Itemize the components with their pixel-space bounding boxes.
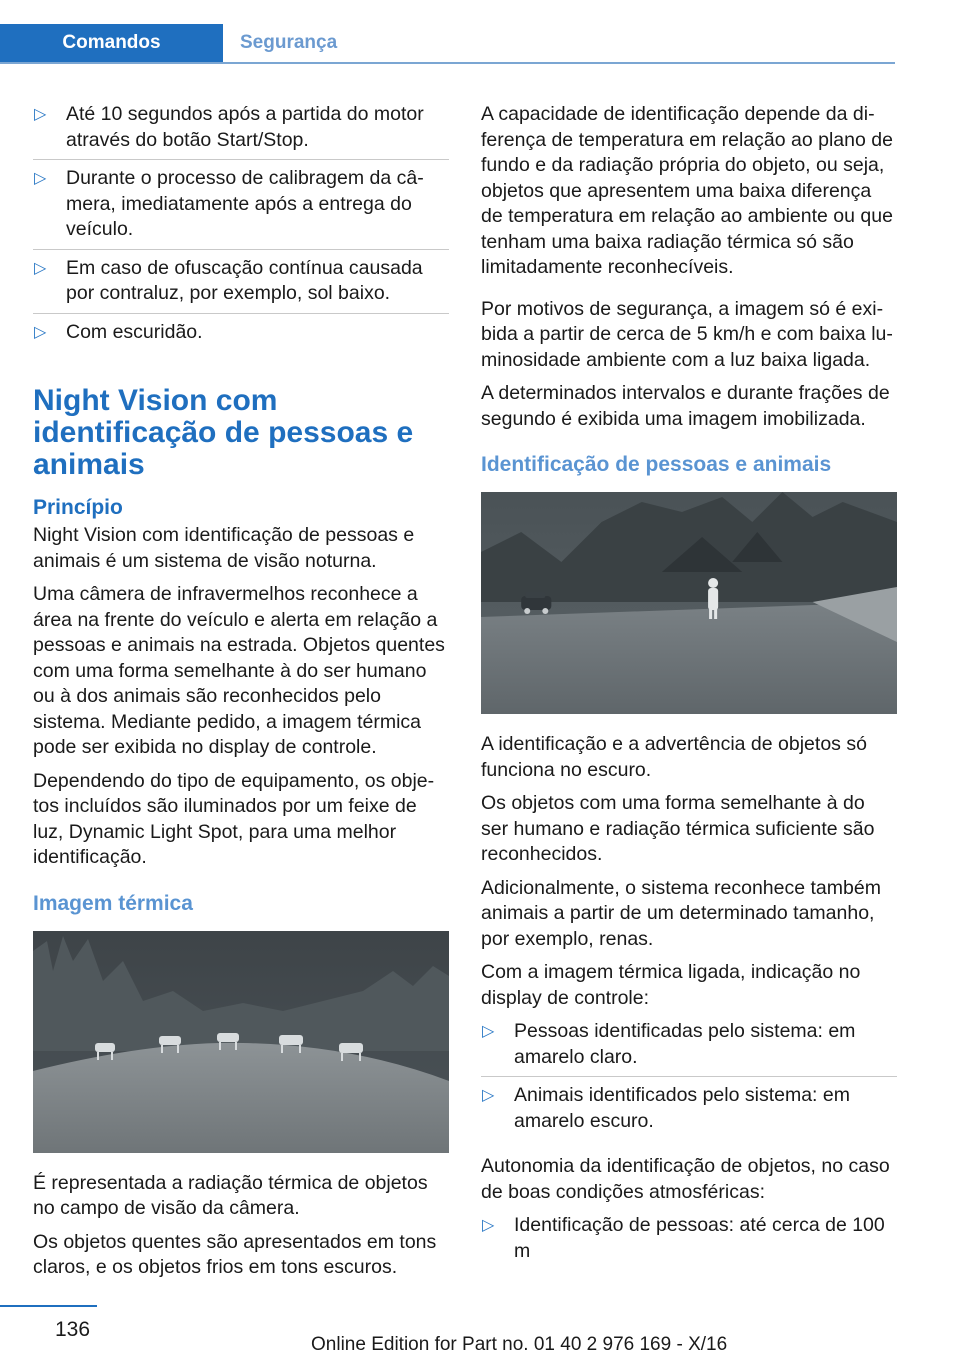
paragraph: Night Vision com identificação de pessoas e animais é um sistema de visão noturna.	[33, 524, 415, 572]
range-list	[481, 1213, 897, 1270]
list-item: ▷ Em caso de ofuscação contínua causada por contraluz, por exemplo, sol baixo.	[33, 256, 449, 314]
subheading-identification: Identificação de pessoas e animais	[481, 453, 832, 476]
list-item: ▷ Com escuridão.	[33, 320, 449, 352]
list-item: ▷ Pessoas identificadas pelo sistema: em amarelo claro.	[481, 1019, 897, 1077]
paragraph: A capacidade de identificação depende da diferença de temperatura em relação ao plano de fundo e da radiação própria do objeto, ou seja, objetos que apresentem uma baixa diferença de temperatura em relação ao ambiente ou que tenham uma baixa radiação térmica só são limitadamente reconhecíveis.	[481, 103, 893, 278]
tab-comandos[interactable]: Comandos	[0, 24, 223, 62]
paragraph: Os objetos quentes são apresentados em tons claros, e os objetos frios em tons escuros.	[33, 1230, 437, 1278]
paragraph: Os objetos com uma forma semelhante à do ser humano e radiação térmica suficiente são reconhecidos.	[481, 792, 875, 865]
paragraph: Uma câmera de infravermelhos reconhece a área na frente do veículo e alerta em relação a pessoas e animais na estrada. Objetos quentes com uma forma semelhante à do ser humano ou à dos animais são reconhecidos pelo sistema. Mediante pedido, a imagem térmica pode ser exibida no display de controle.	[33, 583, 445, 758]
paragraph: Por motivos de segurança, a imagem só é exibida a partir de cerca de 5 km/h e com baixa luminosidade ambiente com a luz baixa ligada.	[481, 297, 893, 371]
triangle-right-icon: ▷	[482, 1023, 495, 1040]
triangle-right-icon: ▷	[34, 106, 47, 123]
paragraph: Com a imagem térmica ligada, indicação no display de controle:	[481, 961, 861, 1009]
triangle-right-icon: ▷	[482, 1087, 495, 1104]
list-item: ▷ Até 10 segundos após a partida do motor através do botão Start/Stop.	[33, 102, 449, 160]
paragraph: A identificação e a advertência de objetos só funciona no escuro.	[481, 733, 867, 781]
conditions-list	[33, 102, 449, 351]
subsection-title: Princípio	[33, 496, 123, 519]
triangle-right-icon: ▷	[34, 170, 47, 187]
subheading-thermal-image: Imagem térmica	[33, 891, 193, 915]
section-title: Night Vision com identificação de pessoas e animais	[33, 384, 414, 481]
left-column	[33, 102, 449, 1289]
right-column	[481, 102, 897, 1284]
triangle-right-icon: ▷	[482, 1217, 495, 1234]
list-item: ▷ Identificação de pessoas: até cerca de 100 m	[482, 1214, 885, 1262]
header-tabs	[0, 24, 895, 64]
paragraph: Adicionalmente, o sistema reconhece também animais a partir de um determinado tamanho, por exemplo, renas.	[481, 876, 881, 950]
edition-note: Online Edition for Part no. 01 40 2 976 169 - X/16	[311, 1334, 728, 1355]
triangle-right-icon: ▷	[34, 323, 47, 341]
list-item: ▷ Durante o processo de calibragem da câmera, imediatamente após a entrega do veículo.	[33, 166, 449, 250]
paragraph: Autonomia da identificação de objetos, no caso de boas condições atmosféricas:	[481, 1155, 890, 1203]
page-number: 136	[55, 1318, 91, 1341]
thermal-image-pedestrian	[481, 492, 897, 714]
display-indication-list	[481, 1019, 897, 1140]
footer-divider	[0, 1305, 97, 1307]
paragraph: É representada a radiação térmica de objetos no campo de visão da câmera.	[33, 1171, 428, 1219]
triangle-right-icon: ▷	[34, 259, 47, 277]
paragraph: Dependendo do tipo de equipamento, os objetos incluídos são iluminados por um feixe de luz, Dynamic Light Spot, para uma melhor identificação.	[33, 769, 435, 868]
paragraph: A determinados intervalos e durante frações de segundo é exibida uma imagem imobilizada.	[481, 382, 890, 430]
list-item: ▷ Animais identificados pelo sistema: em amarelo escuro.	[482, 1084, 850, 1132]
thermal-image-animals	[33, 931, 449, 1153]
tab-seguranca[interactable]: Segurança	[240, 32, 338, 53]
